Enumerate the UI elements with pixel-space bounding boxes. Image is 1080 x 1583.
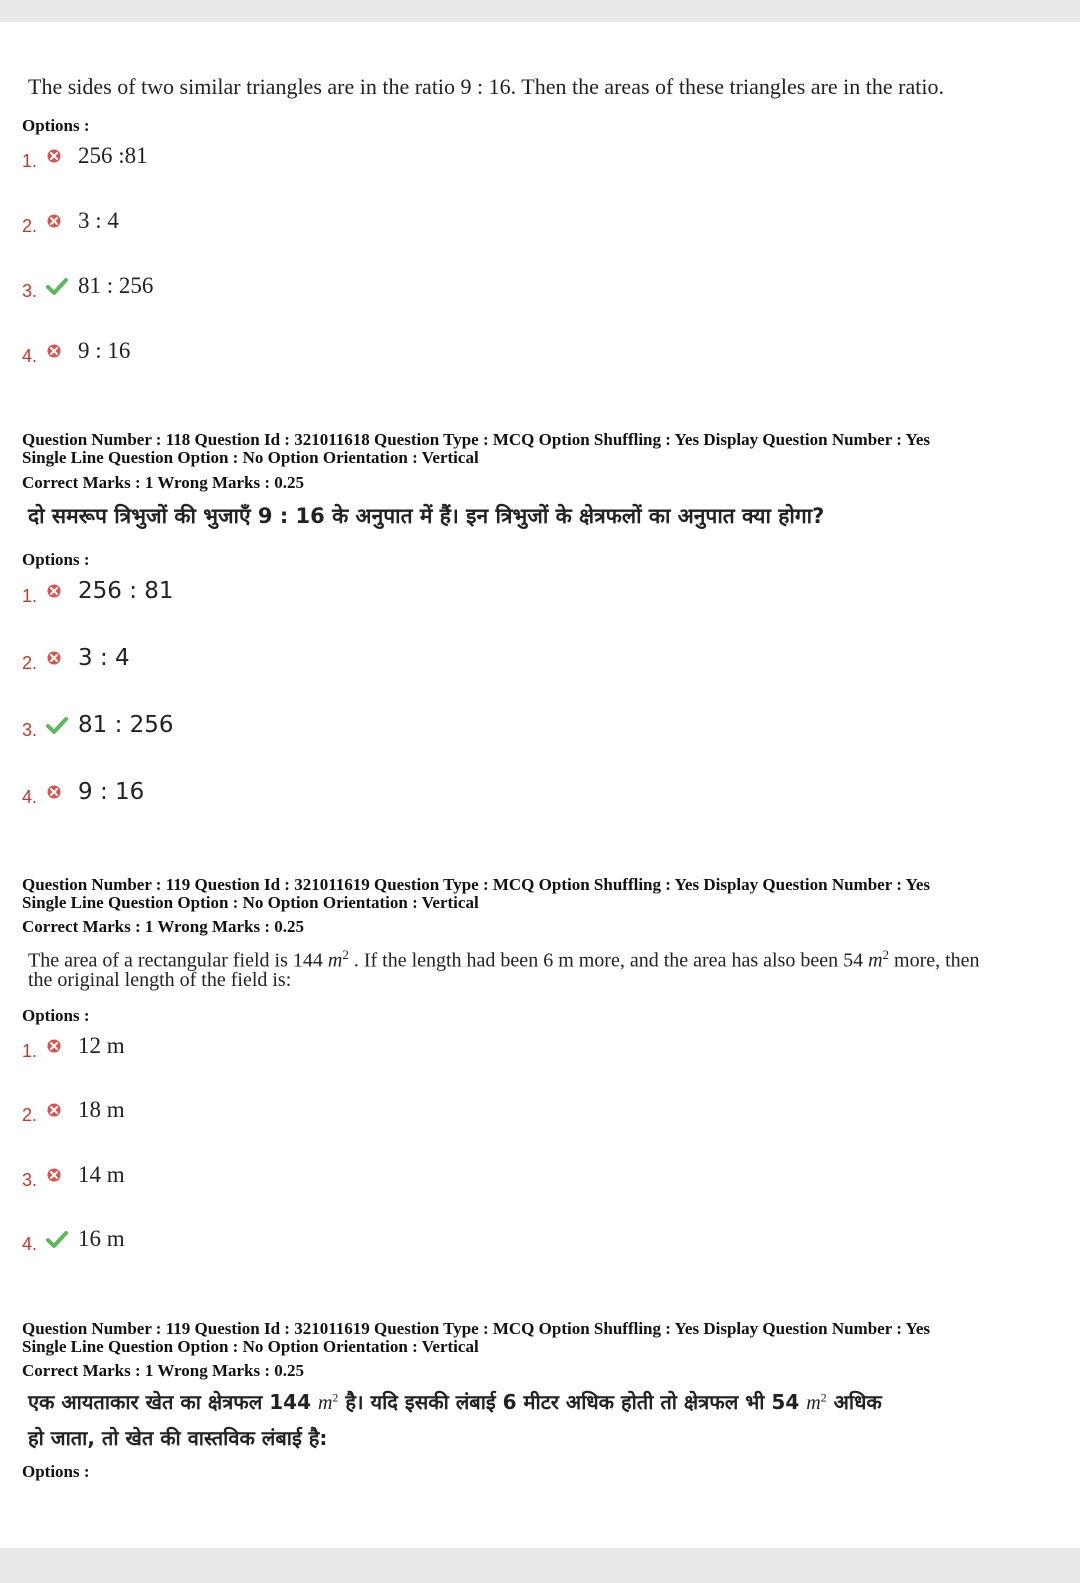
option-number: 4. [22, 1233, 38, 1254]
option-text: 3 : 4 [78, 645, 130, 671]
option-2[interactable] [22, 205, 119, 237]
option-text: 9 : 16 [78, 338, 131, 363]
option-text: 81 : 256 [78, 273, 154, 298]
question-text-119-hindi [28, 1388, 882, 1415]
cross-icon [46, 145, 74, 167]
option-1[interactable] [22, 575, 174, 607]
options-label: Options : [22, 550, 90, 569]
options-label: Options : [22, 1462, 90, 1481]
question-meta-line-1: Question Number : 118 Question Id : 321011618 Question Type : MCQ Option Shuffling : Yes Display Question Number : Yes [22, 430, 931, 449]
option-number: 2. [22, 215, 38, 236]
check-icon [46, 1228, 74, 1250]
cross-icon [46, 1099, 74, 1121]
option-number: 4. [22, 786, 38, 807]
question-text-part: The area of a rectangular field is 144 [28, 949, 328, 972]
cross-icon [46, 1164, 74, 1186]
question-text-line-2: the original length of the field is: [28, 969, 292, 991]
option-text: 9 : 16 [78, 779, 145, 805]
check-icon [46, 275, 74, 297]
option-text: 16 m [78, 1226, 125, 1251]
option-number: 1. [22, 1040, 38, 1061]
option-1[interactable] [22, 140, 148, 172]
option-number: 2. [22, 1104, 38, 1125]
option-number: 2. [22, 652, 38, 673]
question-text-118: दो समरूप त्रिभुजों की भुजाएँ 9 : 16 के अनुपात में हैं। इन त्रिभुजों के क्षेत्रफलों का अनुपात क्या होगा? [28, 504, 825, 528]
option-text: 81 : 256 [78, 712, 174, 738]
question-text-part: अधिक [826, 1390, 882, 1414]
option-4[interactable] [22, 1223, 125, 1255]
question-meta-line-1: Question Number : 119 Question Id : 321011619 Question Type : MCQ Option Shuffling : Yes Display Question Number : Yes [22, 1319, 931, 1338]
question-text-part: . If the length had been 6 m more, and the area has also been 54 [348, 949, 869, 972]
cross-icon [46, 580, 74, 602]
cross-icon [46, 340, 74, 362]
unit-m: m [327, 949, 343, 972]
question-meta-line-2: Single Line Question Option : No Option Orientation : Vertical [22, 1337, 479, 1356]
unit-m: m [806, 1392, 821, 1414]
option-text: 256 : 81 [78, 578, 174, 604]
marks-line: Correct Marks : 1 Wrong Marks : 0.25 [22, 1361, 305, 1380]
question-meta-line-2: Single Line Question Option : No Option Orientation : Vertical [22, 448, 479, 467]
option-number: 4. [22, 345, 38, 366]
bottom-gray-bar [0, 1548, 1080, 1583]
option-number: 3. [22, 719, 38, 740]
marks-line: Correct Marks : 1 Wrong Marks : 0.25 [22, 917, 305, 936]
question-text-part: है। यदि इसकी लंबाई 6 मीटर अधिक होती तो क्षेत्रफल भी 54 [338, 1390, 807, 1414]
unit-m: m [317, 1392, 333, 1414]
option-2[interactable] [22, 642, 130, 674]
question-text-117: The sides of two similar triangles are in the ratio 9 : 16. Then the areas of these triangles are in the ratio. [28, 74, 944, 99]
superscript-2: 2 [882, 947, 890, 962]
superscript-2: 2 [342, 947, 349, 962]
option-text: 14 m [78, 1162, 125, 1187]
option-3[interactable] [22, 1159, 125, 1191]
option-number: 1. [22, 585, 38, 606]
check-icon [46, 714, 74, 736]
option-number: 1. [22, 150, 38, 171]
question-text-part: more, then [889, 949, 980, 972]
cross-icon [46, 210, 74, 232]
cross-icon [46, 647, 74, 669]
option-number: 3. [22, 1169, 38, 1190]
options-label: Options : [22, 1006, 90, 1025]
superscript-2: 2 [332, 1390, 339, 1405]
option-number: 3. [22, 280, 38, 301]
option-text: 3 : 4 [78, 208, 119, 233]
question-text-part: एक आयताकार खेत का क्षेत्रफल 144 [28, 1390, 318, 1414]
option-text: 256 :81 [78, 143, 148, 168]
option-text: 18 m [78, 1097, 125, 1122]
question-text-line-2: हो जाता, तो खेत की वास्तविक लंबाई है: [28, 1426, 328, 1450]
question-meta-line-1: Question Number : 119 Question Id : 321011619 Question Type : MCQ Option Shuffling : Yes Display Question Number : Yes [22, 875, 931, 894]
option-2[interactable] [22, 1094, 125, 1126]
option-4[interactable] [22, 335, 130, 367]
option-text: 12 m [78, 1033, 125, 1058]
question-meta-line-2: Single Line Question Option : No Option Orientation : Vertical [22, 893, 479, 912]
unit-m: m [868, 949, 883, 972]
option-3[interactable] [22, 709, 174, 741]
option-1[interactable] [22, 1030, 125, 1062]
superscript-2: 2 [820, 1390, 827, 1405]
marks-line: Correct Marks : 1 Wrong Marks : 0.25 [22, 473, 305, 492]
option-3[interactable] [22, 270, 153, 302]
option-4[interactable] [22, 776, 144, 808]
options-label: Options : [22, 116, 90, 135]
cross-icon [46, 781, 74, 803]
cross-icon [46, 1035, 74, 1057]
top-gray-bar [0, 0, 1080, 22]
